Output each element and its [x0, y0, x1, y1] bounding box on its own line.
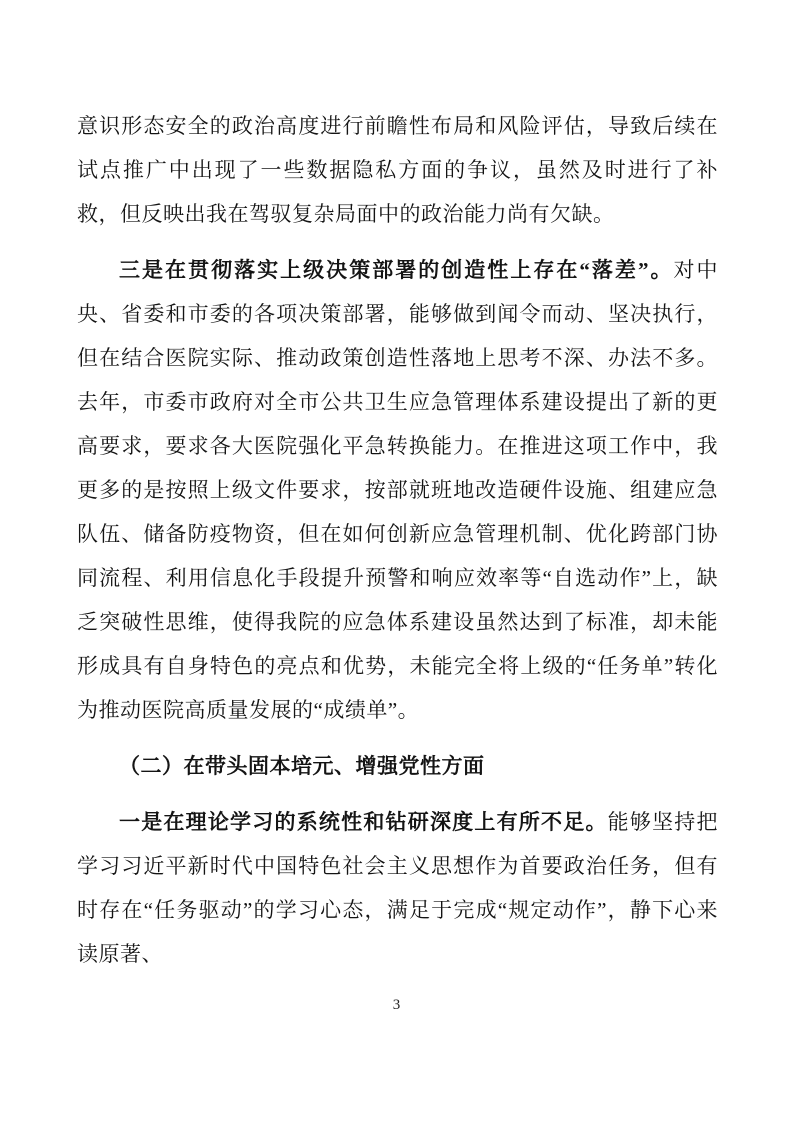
section-heading: （二）在带头固本培元、增强党性方面 [119, 754, 485, 778]
paragraph-lead: 三是在贯彻落实上级决策部署的创造性上存在“落差”。 [119, 258, 674, 282]
paragraph-text: 能够坚持把学习习近平新时代中国特色社会主义思想作为首要政治任务，但有时存在“任务驱动”的学习心态，满足于完成“规定动作”，静下心来读原著、 [77, 810, 719, 966]
body-paragraph [77, 248, 718, 732]
body-paragraph [77, 800, 718, 976]
paragraph-text: 对中央、省委和市委的各项决策部署，能够做到闻令而动、坚决执行，但在结合医院实际、推动政策创造性落地上思考不深、办法不多。去年，市委市政府对全市公共卫生应急管理体系建设提出了新的更高要求，要求各大医院强化平急转换能力。在推进这项工作中，我更多的是按照上级文件要求，按部就班地改造硬件设施、组建应急队伍、储备防疫物资，但在如何创新应急管理机制、优化跨部门协同流程、利用信息化手段提升预警和响应效率等“自选动作”上，缺乏突破性思维，使得我院的应急体系建设虽然达到了标准，却未能形成具有自身特色的亮点和优势，未能完全将上级的“任务单”转化为推动医院高质量发展的“成绩单”。 [77, 258, 719, 722]
paragraph-text: 意识形态安全的政治高度进行前瞻性布局和风险评估，导致后续在试点推广中出现了一些数据隐私方面的争议，虽然及时进行了补救，但反映出我在驾驭复杂局面中的政治能力尚有欠缺。 [77, 114, 718, 226]
body-paragraph [77, 104, 718, 236]
paragraph-lead: 一是在理论学习的系统性和钻研深度上有所不足。 [119, 810, 608, 834]
document-body [77, 104, 718, 988]
page-number: 3 [392, 997, 401, 1013]
